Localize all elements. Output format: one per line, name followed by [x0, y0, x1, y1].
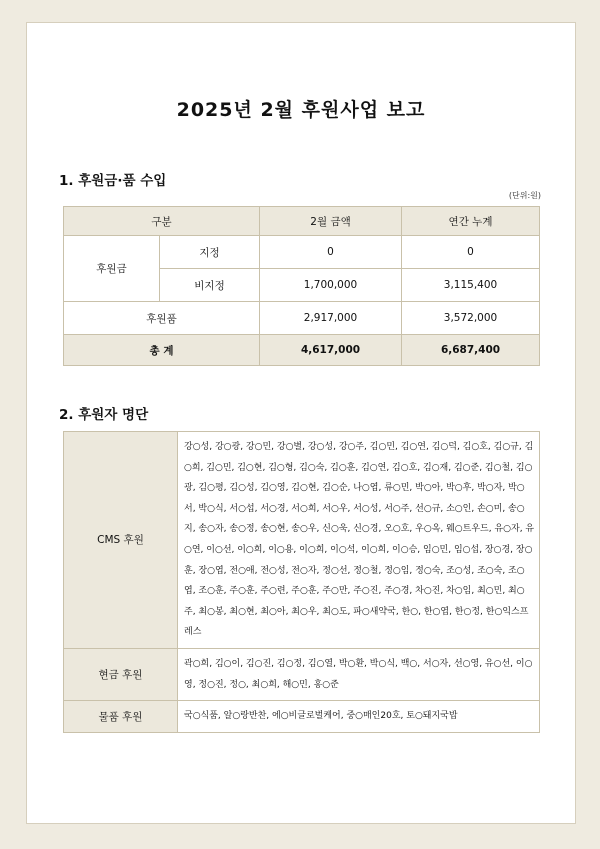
income-header-row [64, 207, 540, 236]
row-sub-label: 비지정 [160, 269, 260, 302]
donor-names: 국○식품, 알○랑반찬, 에○비글로벌케어, 중○매인20호, 토○돼지국밥 [178, 701, 540, 733]
income-row-designated [64, 236, 540, 269]
cash-label: 후원금 [64, 236, 160, 302]
donor-row-goods [64, 701, 540, 733]
donor-table [63, 431, 540, 733]
document-page [26, 22, 576, 824]
document-title: 2025년 2월 후원사업 보고 [176, 99, 426, 121]
total-year-value: 6,687,400 [402, 335, 540, 366]
donor-type-label: CMS 후원 [64, 432, 178, 649]
header-month: 2월 금액 [260, 207, 402, 236]
section2-heading: 2. 후원자 명단 [59, 407, 149, 423]
donor-names: 강○성, 강○광, 강○민, 강○별, 강○성, 강○주, 김○민, 김○연, 김○덕, 김○호, 김○규, 김○희, 김○민, 김○현, 김○형, 김○숙, 김○훈, 김○연, 김○호, 김○재, 김○준, 김○철, 김○광, 김○평, 김○성, 김○영, 김○현, 김○순, 나○엽, 류○민, 박○아, 박○후, 박○자, 박○서, 박○식, 서○섭, 서○경, 서○희, 서○우, 서○성, 서○주, 선○규, 소○인, 손○미, 송○지, 송○자, 송○정, 송○현, 송○우, 신○욱, 신○경, 오○호, 우○옥, 웨○트우드, 유○자, 유○연, 이○선, 이○희, 이○용, 이○희, 이○석, 이○희, 이○승, 임○민, 임○섭, 장○경, 장○훈, 장○엽, 전○애, 전○성, 전○자, 정○선, 정○철, 정○임, 정○숙, 조○성, 조○숙, 조○엽, 조○훈, 주○훈, 주○련, 주○훈, 주○만, 주○진, 주○경, 차○진, 차○임, 최○민, 최○주, 최○봉, 최○현, 최○아, 최○우, 최○도, 파○새약국, 한○, 한○엽, 한○정, 한○익스프레스 [178, 432, 540, 649]
donor-row-cms [64, 432, 540, 649]
donor-row-cash [64, 648, 540, 700]
donor-names: 곽○희, 김○이, 김○진, 김○정, 김○열, 박○환, 박○식, 백○, 서○자, 선○영, 유○선, 이○영, 정○진, 정○, 최○희, 해○민, 홍○준 [178, 648, 540, 700]
row-month-value: 1,700,000 [260, 269, 402, 302]
income-table [63, 206, 540, 366]
donor-type-label: 물품 후원 [64, 701, 178, 733]
row-year-value: 0 [402, 236, 540, 269]
unit-note: (단위:원) [508, 191, 541, 200]
header-category: 구분 [64, 207, 260, 236]
goods-year-value: 3,572,000 [402, 302, 540, 335]
row-year-value: 3,115,400 [402, 269, 540, 302]
goods-month-value: 2,917,000 [260, 302, 402, 335]
income-row-total [64, 335, 540, 366]
total-month-value: 4,617,000 [260, 335, 402, 366]
donor-type-label: 현금 후원 [64, 648, 178, 700]
header-year: 연간 누계 [402, 207, 540, 236]
section1-heading: 1. 후원금·품 수입 [59, 173, 167, 189]
row-sub-label: 지정 [160, 236, 260, 269]
income-row-goods [64, 302, 540, 335]
goods-label: 후원품 [64, 302, 260, 335]
row-month-value: 0 [260, 236, 402, 269]
total-label: 총 계 [64, 335, 260, 366]
